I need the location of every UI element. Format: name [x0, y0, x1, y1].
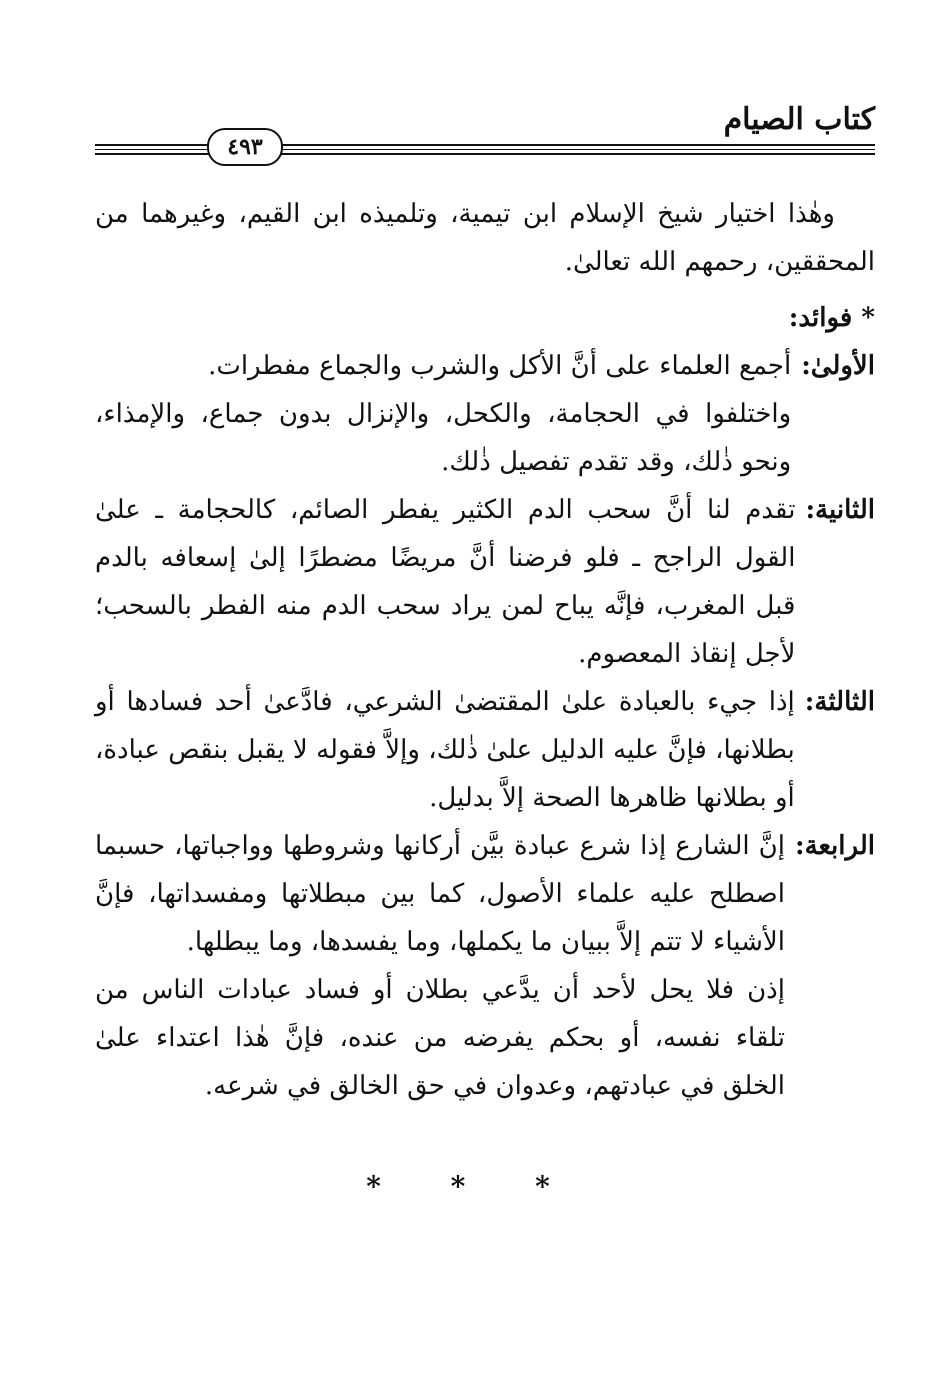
benefit-label: الثانية: [805, 495, 875, 525]
book-title: كتاب الصيام [723, 102, 875, 137]
page-body [95, 190, 875, 1110]
page-number: ٤٩٣ [207, 128, 283, 166]
benefit-paragraph: إذن فلا يحل لأحد أن يدَّعي بطلان أو فساد عبادات الناس من تلقاء نفسه، أو بحكم يفرضه من عنده، فإنَّ هٰذا اعتداء علىٰ الخلق في عبادتهم، وعدوان في حق الخالق في شرعه. [95, 975, 785, 1101]
benefit-label: الثالثة: [804, 687, 875, 717]
benefit-paragraph: تقدم لنا أنَّ سحب الدم الكثير يفطر الصائم، كالحجامة ـ علىٰ القول الراجح ـ فلو فرضنا أنَّ مريضًا مضطرًا إلىٰ إسعافه بالدم قبل المغرب، فإنَّه يباح لمن يراد سحب الدم منه الفطر بالسحب؛ لأجل إنقاذ المعصوم. [95, 495, 796, 669]
benefit-item-third [95, 678, 875, 822]
intro-paragraph: وهٰذا اختيار شيخ الإسلام ابن تيمية، وتلميذه ابن القيم، وغيرهما من المحققين، رحمهم الله تعالىٰ. [95, 199, 875, 277]
benefits-heading: * فوائد: [788, 303, 875, 333]
benefit-paragraph: أجمع العلماء على أنَّ الأكل والشرب والجماع مفطرات. [208, 351, 792, 381]
closing-stars: * * * [366, 1170, 580, 1203]
benefit-paragraph: إنَّ الشارع إذا شرع عبادة بيَّن أركانها وشروطها وواجباتها، حسبما اصطلح عليه علماء الأصول، كما بين مبطلاتها ومفسداتها، فإنَّ الأشياء لا تتم إلاَّ ببيان ما يكملها، وما يفسدها، وما يبطلها. [95, 831, 785, 957]
benefit-item-second [95, 486, 875, 678]
benefit-item-first [95, 342, 875, 486]
benefit-label: الرابعة: [794, 831, 875, 861]
benefit-paragraph: إذا جيء بالعبادة علىٰ المقتضىٰ الشرعي، فادَّعىٰ أحد فسادها أو بطلانها، فإنَّ عليه الدليل علىٰ ذٰلك، وإلاَّ فقوله لا يقبل بنقص عبادة، أو بطلانها ظاهرها الصحة إلاَّ بدليل. [95, 687, 795, 813]
benefit-label: الأولىٰ: [801, 351, 875, 381]
benefit-paragraph: واختلفوا في الحجامة، والكحل، والإنزال بدون جماع، والإمذاء، ونحو ذٰلك، وقد تقدم تفصيل ذٰلك. [95, 399, 792, 477]
page-header [95, 100, 875, 170]
benefit-item-fourth [95, 822, 875, 1110]
